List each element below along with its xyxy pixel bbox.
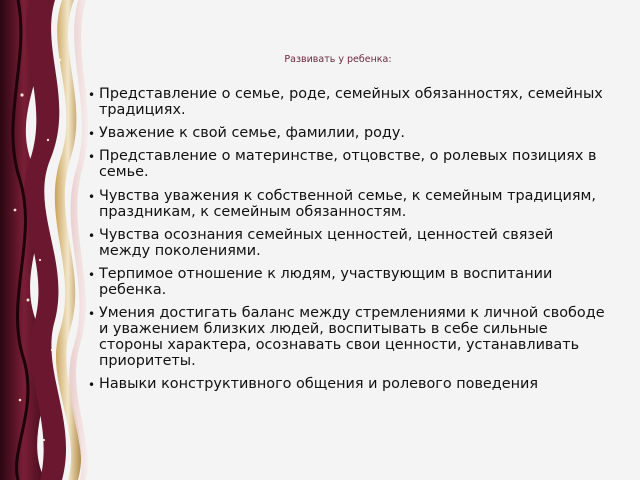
bullet-icon: • — [88, 88, 96, 102]
list-item — [88, 148, 608, 180]
bullet-icon: • — [88, 189, 96, 204]
list-item — [88, 305, 608, 369]
list-item — [88, 376, 608, 392]
list-item-text: Представление о материнстве, отцовстве, о ролевых позициях в семье. — [99, 148, 597, 181]
bullet-icon: • — [88, 267, 96, 282]
list-item-text: Чувства уважения к собственной семье, к семейным традициям, праздникам, к семейным обязанностям. — [99, 187, 596, 220]
list-item-text: Чувства осознания семейных ценностей, ценностей связей между поколениями. — [99, 226, 554, 259]
list-item — [88, 227, 608, 259]
bullet-icon: • — [88, 127, 96, 142]
list-item — [88, 188, 608, 220]
bullet-icon: • — [88, 307, 96, 322]
bullet-icon: • — [88, 228, 96, 243]
list-item — [88, 86, 608, 118]
list-item — [88, 266, 608, 298]
list-item-text: Умения достигать баланс между стремлениями к личной свободе и уважением близких людей, воспитывать в себе сильные стороны характера, осознавать свои ценности, устанавливать приоритеты. — [99, 305, 605, 370]
list-item-text: Уважение к свой семье, фамилии, роду. — [99, 125, 405, 142]
slide-title: Развивать у ребенка: — [284, 54, 392, 65]
bullet-icon: • — [88, 150, 96, 165]
list-item-text: Представление о семье, роде, семейных обязанностях, семейных традициях. — [99, 86, 603, 118]
list-item — [88, 125, 608, 141]
bullet-icon: • — [88, 378, 96, 393]
list-item-text: Терпимое отношение к людям, участвующим в воспитании ребенка. — [99, 265, 553, 298]
list-item-text: Навыки конструктивного общения и ролевого поведения — [99, 376, 539, 393]
bullet-list — [88, 86, 608, 400]
